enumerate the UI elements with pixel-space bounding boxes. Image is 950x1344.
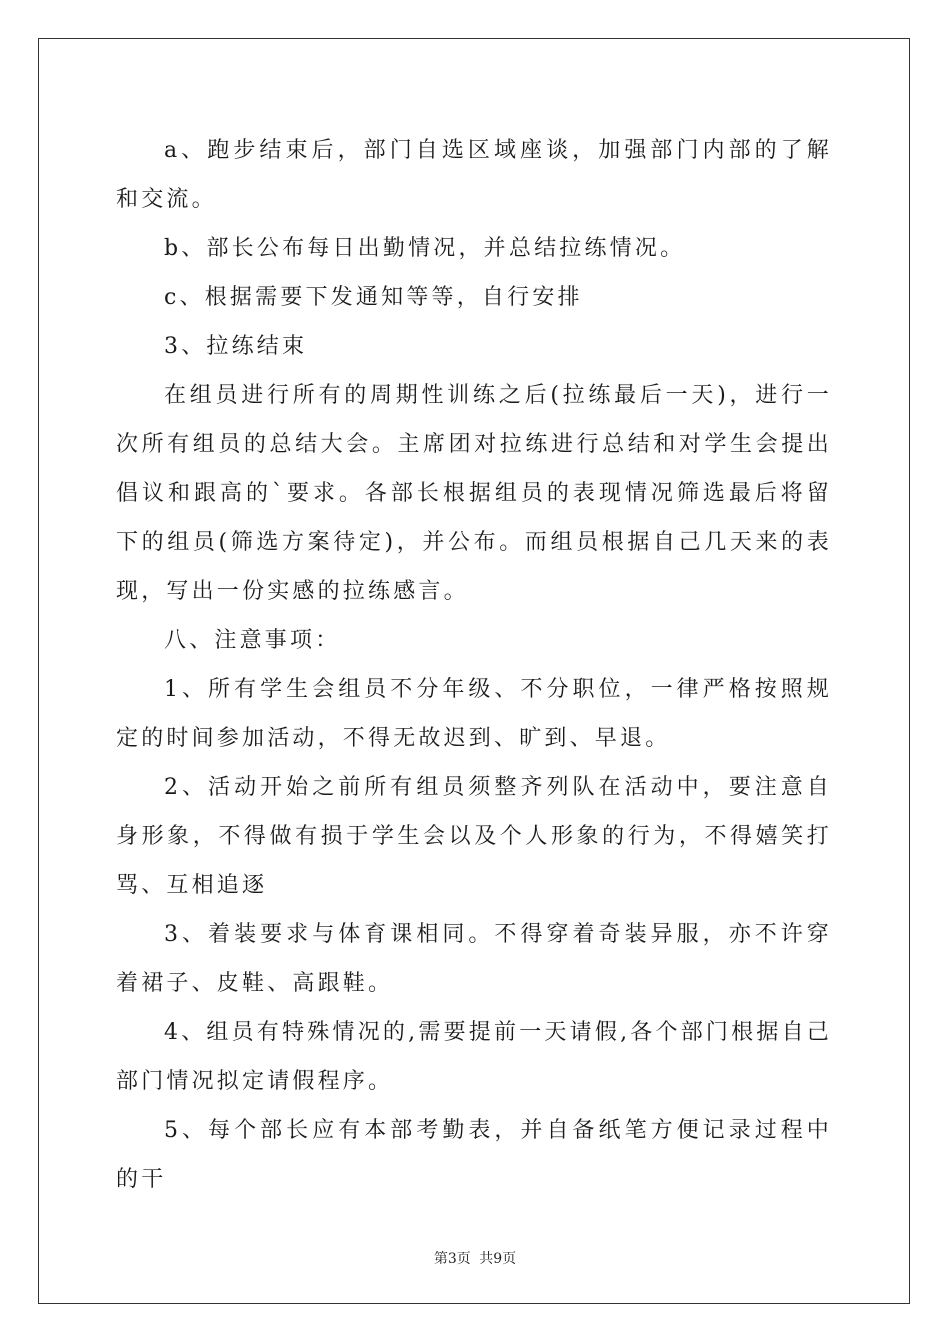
note-item-4: 4、组员有特殊情况的,需要提前一天请假,各个部门根据自己部门情况拟定请假程序。 [116,1020,832,1094]
paragraph-b: b、部长公布每日出勤情况，并总结拉练情况。 [164,236,686,261]
section-heading-notes: 八、注意事项： [164,628,341,653]
note-item-2: 2、活动开始之前所有组员须整齐列队在活动中，要注意自身形象，不得做有损于学生会以及个人形象的行为，不得嬉笑打骂、互相追逐 [116,775,832,898]
section-heading-3: 3、拉练结束 [164,334,308,359]
note-item-3: 3、着装要求与体育课相同。不得穿着奇装异服，亦不许穿着裙子、皮鞋、高跟鞋。 [116,922,832,996]
page-total: 共9页 [479,1251,517,1267]
document-body [116,126,832,1204]
note-item-5: 5、每个部长应有本部考勤表，并自备纸笔方便记录过程中的干 [116,1118,832,1192]
note-item-1: 1、所有学生会组员不分年级、不分职位，一律严格按照规定的时间参加活动，不得无故迟到、旷到、早退。 [116,677,832,751]
paragraph-a: a、跑步结束后，部门自选区域座谈，加强部门内部的了解和交流。 [116,138,832,212]
page-number: 第3页 [433,1251,471,1267]
paragraph-summary: 在组员进行所有的周期性训练之后(拉练最后一天)，进行一次所有组员的总结大会。主席团对拉练进行总结和对学生会提出倡议和跟高的`要求。各部长根据组员的表现情况筛选最后将留下的组员(筛选方案待定)，并公布。而组员根据自己几天来的表现，写出一份实感的拉练感言。 [116,383,832,604]
paragraph-c: c、根据需要下发通知等等，自行安排 [164,285,583,310]
page-footer [0,1248,950,1268]
